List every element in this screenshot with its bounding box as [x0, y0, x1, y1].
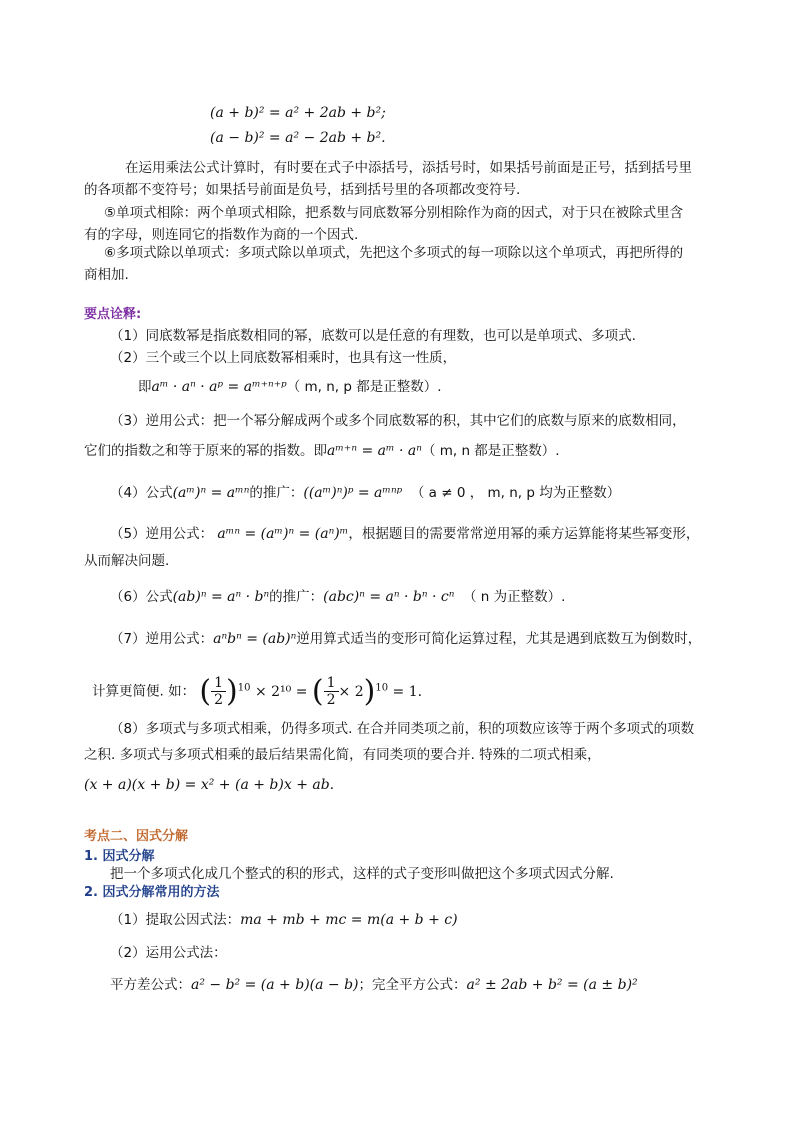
point7-example-formula: ( $\frac{1}{2}$ )$^{10}$ × 2¹⁰ = ( $\frac{1}{2}$ × 2)$^{10}$ = 1. [199, 673, 423, 709]
point3-prefix: 它们的指数之和等于原来的幂的指数。即 [84, 443, 327, 459]
difference-of-squares-formula: a² − b² = (a + b)(a − b) [191, 977, 359, 993]
point4-line [110, 483, 620, 504]
point5-formula: aᵐⁿ = (aᵐ)ⁿ = (aⁿ)ᵐ [217, 526, 349, 542]
section-key-points-heading: 要点诠释: [84, 307, 142, 322]
point6-formula1: (ab)ⁿ = aⁿ · bⁿ [172, 589, 270, 605]
point4-mid: 的推广： [249, 485, 304, 501]
point4-note: （ a ≠ 0 ， m, n, p 均为正整数） [410, 485, 621, 501]
point2: （2）三个或三个以上同底数幂相乘时，也具有这一性质， [110, 350, 457, 366]
result-one: = 1. [392, 683, 423, 700]
point8-line2: 之积. 多项式与多项式相乘的最后结果需化简，有同类项的要合并. 特殊的二项式相乘， [84, 747, 601, 763]
point6-formula2: (abc)ⁿ = aⁿ · bⁿ · cⁿ [323, 589, 455, 605]
subsection1-heading: 1. 因式分解 [84, 849, 155, 864]
point2-formula-line [138, 377, 442, 398]
point7-line [110, 629, 701, 650]
point3-formula: aᵐ⁺ⁿ = aᵐ · aⁿ [327, 443, 422, 459]
point7-example-line [92, 666, 422, 714]
point4-formula1: (aᵐ)ⁿ = aᵐⁿ [172, 485, 250, 501]
paragraph-brackets-line1: 在运用乘法公式计算时，有时要在式子中添括号，添括号时，如果括号前面是正号，括到括号里 [125, 160, 692, 176]
point1: （1）同底数幂是指底数相同的幂，底数可以是任意的有理数，也可以是单项式、多项式. [110, 328, 636, 344]
point5-line [110, 524, 699, 545]
times-two-pow: × 2¹⁰ = [254, 683, 308, 700]
item6-line1: ⑥多项式除以单项式：多项式除以单项式，先把这个多项式的每一项除以这个单项式，再把所得的 [104, 245, 684, 261]
subsection2-heading: 2. 因式分解常用的方法 [84, 885, 220, 900]
point6-mid: 的推广： [269, 589, 324, 605]
point7-formula: aⁿbⁿ = (ab)ⁿ [213, 631, 297, 647]
point6-prefix: （6）公式 [110, 589, 173, 605]
point5-prefix: （5）逆用公式： [110, 526, 214, 542]
section2-heading: 考点二、因式分解 [84, 829, 189, 844]
fraction-half-1: $\frac{1}{2}$ [211, 675, 226, 708]
exponent-1: 10 [237, 682, 251, 693]
point5-line2: 从而解决问题. [84, 553, 170, 569]
point6-note: （ n 为正整数）. [462, 589, 566, 605]
times-two: × 2 [338, 683, 364, 700]
point3-note: （ m, n 都是正整数）. [421, 443, 560, 459]
perfect-square-formula: a² ± 2ab + b² = (a ± b)² [466, 977, 638, 993]
method1-line [110, 910, 458, 931]
point7-prefix: （7）逆用公式： [110, 631, 214, 647]
method3-prefix: 平方差公式： [110, 977, 191, 993]
point6-line [110, 587, 565, 608]
item5-line2: 有的字母，则连同它的指数作为商的一个因式. [84, 227, 359, 243]
exponent-2: 10 [375, 682, 389, 693]
subsection1-text: 把一个多项式化成几个整式的积的形式，这样的式子变形叫做把这个多项式因式分解. [110, 866, 614, 882]
point8-formula: (x + a)(x + b) = x² + (a + b)x + ab. [84, 777, 335, 793]
point2-note: （ m, n, p 都是正整数）. [286, 379, 442, 395]
point3-line2 [84, 441, 560, 462]
fraction-half-2: $\frac{1}{2}$ [324, 675, 339, 708]
item6-line2: 商相加. [84, 267, 129, 283]
paragraph-brackets-line2: 的各项都不变符号；如果括号前面是负号，括到括号里的各项都改变符号. [84, 182, 521, 198]
point4-prefix: （4）公式 [110, 485, 173, 501]
method3-line [110, 975, 638, 996]
method2-line: （2）运用公式法： [110, 945, 227, 961]
point2-prefix: 即 [138, 379, 152, 395]
point5-suffix: ，根据题目的需要常常逆用幂的乘方运算能将某些幂变形， [348, 526, 700, 542]
point2-formula: aᵐ · aⁿ · aᵖ = aᵐ⁺ⁿ⁺ᵖ [151, 379, 287, 395]
point7-example-prefix: 计算更简便. 如： [92, 683, 196, 700]
method1-prefix: （1）提取公因式法： [110, 912, 241, 928]
formula-square-sum: (a + b)² = a² + 2ab + b²; [210, 105, 386, 121]
point4-formula2: ((aᵐ)ⁿ)ᵖ = aᵐⁿᵖ [303, 485, 403, 501]
formula-square-diff: (a − b)² = a² − 2ab + b². [210, 130, 386, 146]
point8-line1: （8）多项式与多项式相乘，仍得多项式. 在合并同类项之前，积的项数应该等于两个多项式的项数 [110, 721, 695, 737]
point7-suffix: 逆用算式适当的变形可简化运算过程，尤其是遇到底数互为倒数时， [296, 631, 702, 647]
point3-line1: （3）逆用公式：把一个幂分解成两个或多个同底数幂的积，其中它们的底数与原来的底数相同， [110, 413, 686, 429]
method3-mid: ；完全平方公式： [358, 977, 467, 993]
method1-formula: ma + mb + mc = m(a + b + c) [240, 912, 458, 928]
item5-line1: ⑤单项式相除：两个单项式相除，把系数与同底数幂分别相除作为商的因式，对于只在被除式里含 [104, 205, 684, 221]
